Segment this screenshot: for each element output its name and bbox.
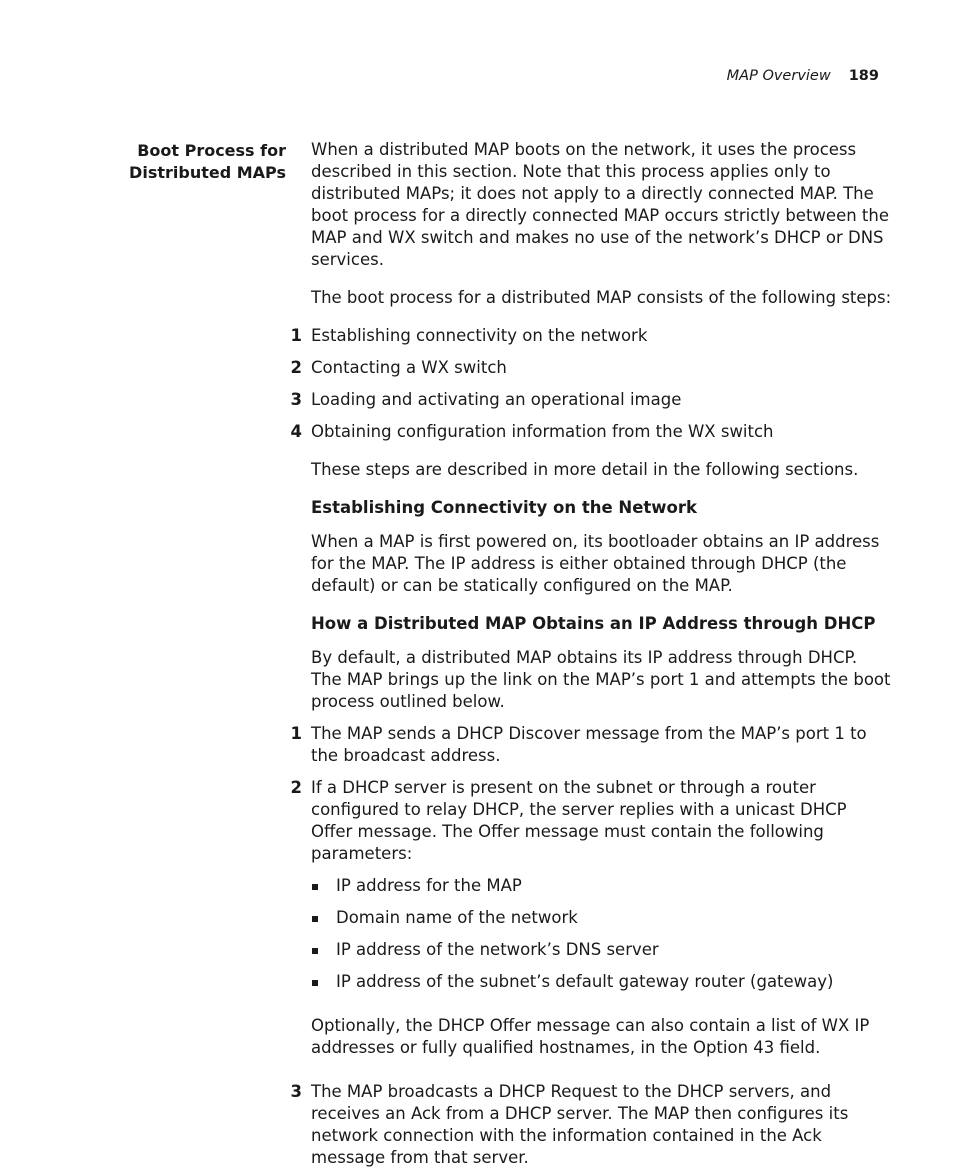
section-heading-line-2: Distributed MAPs bbox=[129, 163, 286, 182]
step-number: 2 bbox=[290, 358, 302, 377]
bullet-text: IP address of the network’s DNS server bbox=[336, 940, 659, 959]
step-text: If a DHCP server is present on the subnet or through a router configured to relay DHCP, the server replies with a unicast DHCP Offer message. The Offer message must contain the following parameters: bbox=[311, 778, 847, 863]
option-43-note: Optionally, the DHCP Offer message can also contain a list of WX IP addresses or fully qualified hostnames, in the Option 43 field. bbox=[311, 1016, 870, 1057]
step-number: 1 bbox=[290, 724, 302, 743]
step-item bbox=[290, 357, 893, 379]
step-number: 3 bbox=[290, 390, 302, 409]
bullet-text: IP address for the MAP bbox=[336, 876, 522, 895]
step-number: 1 bbox=[290, 326, 302, 345]
bullet-item bbox=[311, 971, 893, 993]
main-body bbox=[290, 139, 893, 1169]
step-text: Obtaining configuration information from the WX switch bbox=[311, 422, 774, 441]
bullet-item bbox=[311, 939, 893, 961]
step-number: 4 bbox=[290, 422, 302, 441]
step-number: 2 bbox=[290, 778, 302, 797]
step-item bbox=[290, 389, 893, 411]
subsection-heading-dhcp: How a Distributed MAP Obtains an IP Address through DHCP bbox=[311, 614, 876, 633]
step-number: 3 bbox=[290, 1082, 302, 1101]
bullet-text: IP address of the subnet’s default gateway router (gateway) bbox=[336, 972, 834, 991]
running-header-section: MAP Overview bbox=[726, 68, 831, 84]
steps-note: These steps are described in more detail in the following sections. bbox=[311, 460, 859, 479]
section-heading-line-1: Boot Process for bbox=[137, 141, 286, 160]
dhcp-step-item bbox=[290, 1081, 893, 1169]
intro-paragraph: When a distributed MAP boots on the network, it uses the process described in this section. Note that this process applies only to distributed MAPs; it does not apply to a directly connected MAP. The boot process for a directly connected MAP occurs strictly between the MAP and WX switch and makes no use of the network’s DHCP or DNS services. bbox=[311, 140, 890, 269]
step-text: The MAP sends a DHCP Discover message from the MAP’s port 1 to the broadcast address. bbox=[311, 724, 867, 765]
page-number: 189 bbox=[848, 68, 879, 84]
step-text: Establishing connectivity on the network bbox=[311, 326, 648, 345]
step-item bbox=[290, 325, 893, 347]
step-text: Contacting a WX switch bbox=[311, 358, 507, 377]
connectivity-paragraph: When a MAP is first powered on, its bootloader obtains an IP address for the MAP. The IP address is either obtained through DHCP (the default) or can be statically configured on the MAP. bbox=[311, 532, 880, 595]
section-heading bbox=[108, 140, 286, 184]
bullet-item bbox=[311, 907, 893, 929]
dhcp-step-item bbox=[290, 723, 893, 767]
intro-steps-lead: The boot process for a distributed MAP consists of the following steps: bbox=[311, 288, 892, 307]
bullet-item bbox=[311, 875, 893, 897]
bullet-square-icon bbox=[312, 948, 318, 954]
step-text: The MAP broadcasts a DHCP Request to the DHCP servers, and receives an Ack from a DHCP server. The MAP then configures its network connection with the information contained in the Ack message from that server. bbox=[311, 1082, 849, 1167]
dhcp-paragraph: By default, a distributed MAP obtains its IP address through DHCP. The MAP brings up the link on the MAP’s port 1 and attempts the boot process outlined below. bbox=[311, 648, 891, 711]
bullet-square-icon bbox=[312, 884, 318, 890]
dhcp-step-item bbox=[290, 777, 893, 865]
subsection-heading-connectivity: Establishing Connectivity on the Network bbox=[311, 498, 697, 517]
bullet-square-icon bbox=[312, 916, 318, 922]
step-text: Loading and activating an operational image bbox=[311, 390, 682, 409]
bullet-text: Domain name of the network bbox=[336, 908, 578, 927]
running-header bbox=[727, 67, 879, 85]
bullet-square-icon bbox=[312, 980, 318, 986]
step-item bbox=[290, 421, 893, 443]
